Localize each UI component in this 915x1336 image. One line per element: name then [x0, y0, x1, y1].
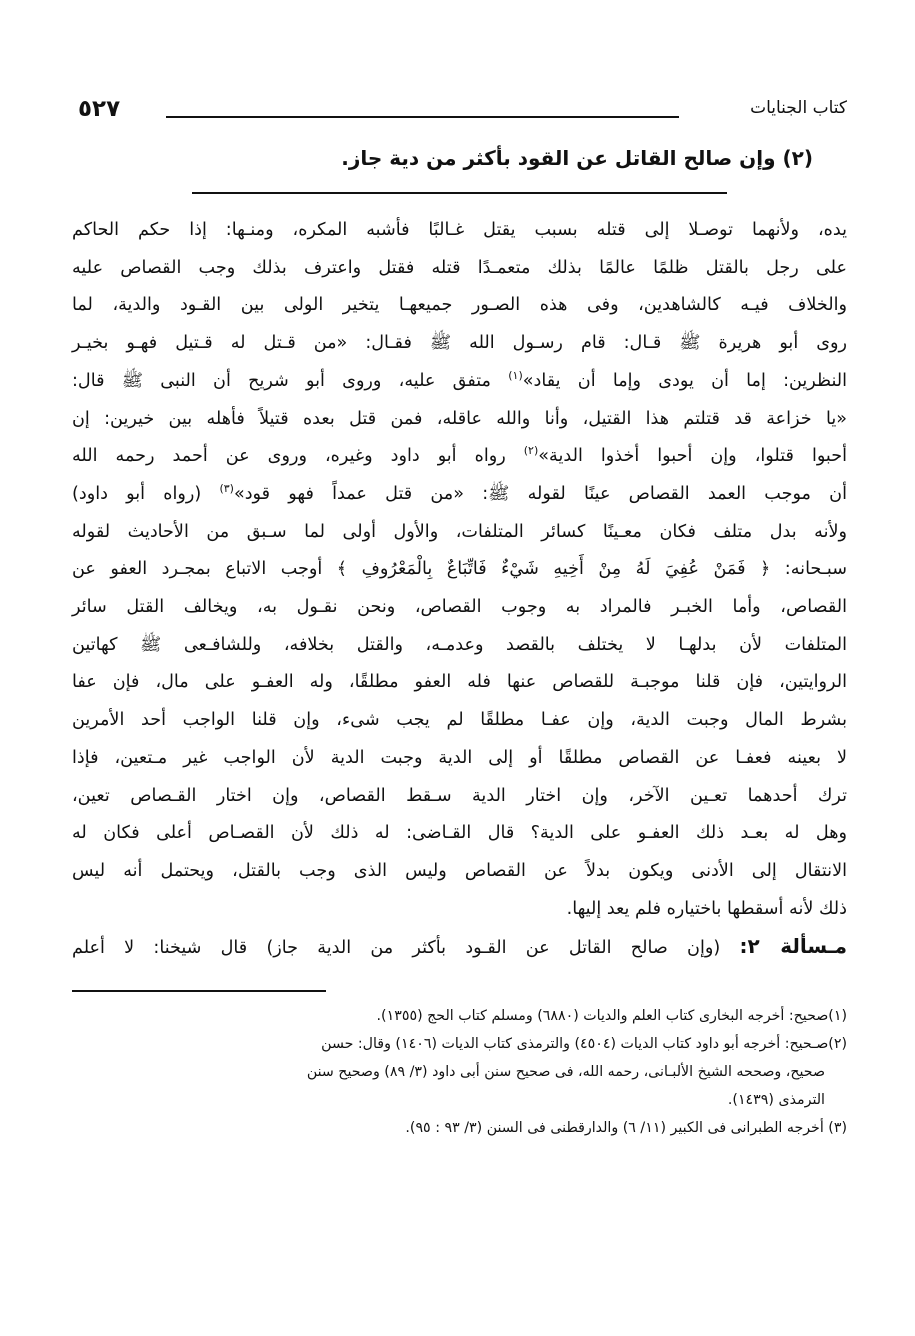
commentary-line — [72, 438, 847, 476]
footnotes — [72, 992, 847, 1142]
footnote-2 — [72, 1030, 847, 1114]
commentary-line: روى أبو هريرة ﷺ قـال: قام رسـول الله ﷺ فقـال: «من قـتل له قـتيل فهـو بخيـر — [72, 333, 847, 354]
commentary-line: بشرط المال وجبت الدية، وإن عفـا مطلقًا لم يجب شىء، وإن قلنا الواجب أحد الأمرين — [72, 710, 847, 731]
commentary-line: لا بعينه فعفـا عن القصاص مطلقًا أو إلى الدية وجبت الدية لأن الواجب غير مـتعين، فإذا — [72, 747, 847, 768]
commentary-line — [72, 363, 847, 401]
matn-body: وإن صالح القاتل عن القود بأكثر من دية جاز. — [341, 146, 776, 170]
matn-number: (٢) — [782, 146, 813, 170]
commentary-line: والخلاف فيـه كالشاهدين، وفى هذه الصـور جميعهـا يتخير الولى بين القـود والدية، لما — [72, 295, 847, 316]
running-header — [72, 96, 847, 132]
footnote-rule — [72, 990, 326, 992]
masala-label: مـسألة ٢: — [739, 934, 847, 959]
commentary-text: متفق عليه، وروى أبو شريح أن النبى ﷺ قال: — [72, 370, 509, 391]
commentary-line: ترك أحدهما تعـين الآخر، وإن اختار الدية سـقط القصاص، وإن اختار القـصاص تعين، — [72, 785, 847, 806]
book-page — [72, 96, 847, 1336]
commentary-line: سبـحانه: ﴿ فَمَنْ عُفِيَ لَهُ مِنْ أَخِيهِ شَيْءٌ فَاتِّبَاعٌ بِالْمَعْرُوفِ ﴾ أوجب الاتباع بمجـرد العفو عن — [72, 559, 847, 580]
commentary-line: «يا خزاعة قد قتلتم هذا القتيل، وأنا والله عاقله، فمن قتل بعده قتيلاً فأهله بين خيرين: إن — [72, 408, 847, 429]
commentary-line: المتلفات لأن بدلهـا لا يختلف بالقصد وعدمـه، والقتل بخلافه، وللشافـعى ﷺ كهاتين — [72, 634, 847, 655]
header-rule — [166, 116, 679, 118]
footnote-2-line: صحيح، وصححه الشيخ الألبـانى، رحمه الله، فى صحيح سنن أبى داود (٣/ ٨٩) وصحيح سنن — [306, 1064, 825, 1081]
hadith-text: النظرين: إما أن يودى وإما أن يقاد» — [522, 370, 848, 391]
commentary-text: (رواه أبو داود) — [72, 483, 220, 504]
commentary-text: رواه أبو داود وغيره، وروى عن أحمد رحمه الله — [72, 446, 524, 467]
footnote-1: (١)صحيح: أخرجه البخارى كتاب العلم والديات (٦٨٨٠) ومسلم كتاب الحج (١٣٥٥). — [376, 1008, 847, 1025]
page-number: ٥٢٧ — [78, 96, 121, 122]
commentary-line: القصاص، وأما الخبـر فالمراد به وجوب القصاص، ونحن نقـول به، ويخالف القتل سائر — [72, 597, 847, 618]
masala-text: (وإن صالح القاتل عن القـود بأكثر من الدية جاز) قال شيخنا: لا أعلم — [72, 938, 740, 959]
commentary-line: الانتقال إلى الأدنى ويكون بدلاً عن القصاص وليس الذى وجب بالقتل، ويحتمل أنه ليس — [72, 860, 847, 881]
hadith-text: أن موجب العمد القصاص عينًا لقوله ﷺ: «من قتل عمداً فهو قود» — [233, 483, 847, 504]
footnote-2-line: الترمذى (١٤٣٩). — [727, 1092, 825, 1109]
hadith-text: أحبوا قتلوا، وإن أحبوا أخذوا الدية» — [538, 446, 847, 467]
footnote-ref-2: (٢) — [523, 444, 539, 458]
commentary-line: على رجل بالقتل ظلمًا عالمًا بذلك متعمـدًا قتله فقتل واعترف بذلك وجب القصاص عليه — [72, 257, 847, 278]
footnote-2-line: (٢)صـحيح: أخرجه أبو داود كتاب الديات (٤٥٠٤) والترمذى كتاب الديات (١٤٠٦) وقال: حسن — [321, 1036, 847, 1053]
matn-text — [72, 146, 847, 190]
commentary-line: ولأنه بدل متلف فكان معـينًا كسائر المتلفات، والأول أولى لما سـبق من الأحاديث لقوله — [72, 521, 847, 542]
commentary-line: الروايتين، فإن قلنا موجبـة للقصاص عنها فله العفو مطلقًا، وله العفـو على مال، فإن عفا — [72, 672, 847, 693]
masala-line — [72, 928, 847, 968]
commentary-line: ذلك لأنه أسقطها باختياره فلم يعد إليها. — [566, 898, 847, 919]
running-title: كتاب الجنايات — [750, 98, 847, 118]
footnote-ref-1: (١) — [508, 368, 523, 382]
commentary-body — [72, 212, 847, 968]
matn-rule — [192, 192, 727, 194]
commentary-line: وهل له بعـد ذلك العفـو على الدية؟ قال القـاضى: له ذلك لأن القصـاص أعلى فكان له — [72, 823, 847, 844]
commentary-line: يده، ولأنهما توصـلا إلى قتله بسبب يقتل غـالبًا فأشبه المكره، ومنـها: إذا حكم الحاكم — [72, 220, 847, 240]
commentary-line — [72, 476, 847, 514]
footnote-ref-3: (٣) — [219, 482, 234, 496]
footnote-3: (٣) أخرجه الطبرانى فى الكبير (١١/ ٦) والدارقطنى فى السنن (٣/ ٩٣ : ٩٥). — [405, 1120, 847, 1137]
